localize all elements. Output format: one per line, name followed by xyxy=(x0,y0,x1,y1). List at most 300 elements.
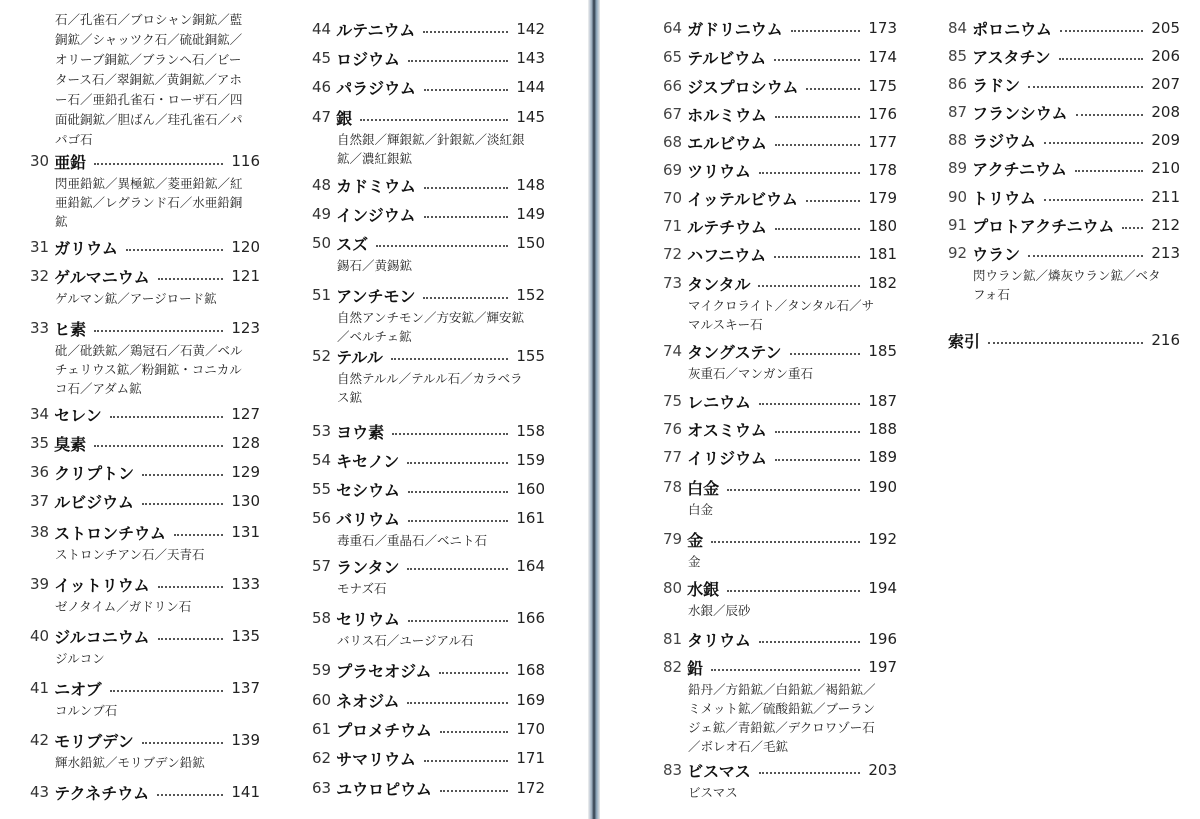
element-name: ジルコニウム xyxy=(54,627,150,647)
toc-entry[interactable] xyxy=(663,446,897,468)
continued-mineral-line: 面砒銅鉱／胆ばん／珪孔雀石／パ xyxy=(55,112,243,127)
atomic-number: 85 xyxy=(948,47,968,65)
mineral-line: ミメット鉱／硫酸鉛鉱／ブーラン xyxy=(688,701,876,716)
toc-entry-row xyxy=(948,101,1180,123)
page-number: 194 xyxy=(868,579,897,597)
mineral-line: ジルコン xyxy=(55,651,105,666)
element-name: トリウム xyxy=(972,188,1036,208)
toc-entry-row xyxy=(30,403,260,425)
element-name: テルビウム xyxy=(687,48,767,68)
toc-entry-row xyxy=(30,781,260,803)
toc-entry-row xyxy=(312,607,545,629)
mineral-list xyxy=(30,597,260,616)
toc-entry[interactable] xyxy=(312,478,545,500)
atomic-number: 68 xyxy=(663,133,683,151)
page-number: 135 xyxy=(231,627,260,645)
toc-entry-row xyxy=(663,159,897,181)
mineral-line: ゲルマン鉱／アージロード鉱 xyxy=(55,291,217,306)
leader-dots xyxy=(424,760,508,762)
page-number: 123 xyxy=(231,319,260,337)
page-number: 168 xyxy=(516,661,545,679)
page-number: 116 xyxy=(231,152,260,170)
element-name: イットリウム xyxy=(54,575,150,595)
atomic-number: 86 xyxy=(948,75,968,93)
leader-dots xyxy=(424,216,509,218)
toc-entry[interactable] xyxy=(663,17,897,39)
toc-entry[interactable] xyxy=(312,284,545,346)
toc-entry[interactable] xyxy=(663,340,897,383)
element-name: ネオジム xyxy=(336,691,400,711)
mineral-line: ／ベルチェ鉱 xyxy=(337,329,412,344)
leader-dots xyxy=(759,772,861,774)
toc-entry[interactable] xyxy=(312,777,545,799)
toc-entry[interactable] xyxy=(948,73,1180,95)
mineral-line: ジェ鉱／青鉛鉱／デクロワゾー石 xyxy=(688,720,875,735)
atomic-number: 71 xyxy=(663,217,683,235)
right-page xyxy=(600,0,1200,819)
toc-entry-row xyxy=(312,174,545,196)
toc-entry-row xyxy=(312,47,545,69)
atomic-number: 91 xyxy=(948,216,968,234)
atomic-number: 30 xyxy=(30,152,50,170)
toc-entry[interactable] xyxy=(312,345,545,407)
element-name: エルビウム xyxy=(687,133,767,153)
toc-entry-row xyxy=(30,625,260,647)
mineral-line: フォ石 xyxy=(973,287,1010,302)
atomic-number: 47 xyxy=(312,108,332,126)
atomic-number: 48 xyxy=(312,176,332,194)
element-name: イリジウム xyxy=(687,448,767,468)
toc-entry[interactable] xyxy=(312,232,545,275)
page-number: 182 xyxy=(868,274,897,292)
toc-entry[interactable] xyxy=(312,659,545,681)
toc-entry[interactable] xyxy=(663,159,897,181)
mineral-list xyxy=(30,701,260,720)
toc-entry[interactable] xyxy=(663,215,897,237)
page-number: 120 xyxy=(231,238,260,256)
mineral-line: ス鉱 xyxy=(337,390,363,405)
page-number: 173 xyxy=(868,19,897,37)
page-number: 152 xyxy=(516,286,545,304)
toc-entry[interactable] xyxy=(948,157,1180,179)
leader-dots xyxy=(711,541,860,543)
page-number: 178 xyxy=(868,161,897,179)
element-name: ジスプロシウム xyxy=(687,77,799,97)
toc-column-left-2 xyxy=(312,0,545,819)
page-number: 187 xyxy=(868,392,897,410)
toc-entry[interactable] xyxy=(30,490,260,512)
toc-entry[interactable] xyxy=(663,103,897,125)
atomic-number: 56 xyxy=(312,509,332,527)
leader-dots xyxy=(440,731,508,733)
toc-entry[interactable] xyxy=(663,75,897,97)
toc-entry[interactable] xyxy=(663,656,897,756)
toc-entry[interactable] xyxy=(663,759,897,802)
atomic-number: 54 xyxy=(312,451,332,469)
page-number: 185 xyxy=(868,342,897,360)
toc-entry-row xyxy=(312,555,545,577)
leader-dots xyxy=(376,245,508,247)
leader-dots xyxy=(790,353,861,355)
leader-dots xyxy=(439,672,508,674)
element-name: ゲルマニウム xyxy=(54,267,150,287)
element-name: 金 xyxy=(687,530,704,550)
page-number: 177 xyxy=(868,133,897,151)
toc-entry-row xyxy=(663,272,897,294)
atomic-number: 46 xyxy=(312,78,332,96)
leader-dots xyxy=(423,297,508,299)
element-name: 白金 xyxy=(687,478,720,498)
element-name: セシウム xyxy=(336,480,400,500)
toc-entry-row xyxy=(312,345,545,367)
leader-dots xyxy=(423,31,508,33)
leader-dots xyxy=(774,59,860,61)
page-number: 172 xyxy=(516,779,545,797)
element-name: 臭素 xyxy=(54,434,87,454)
leader-dots xyxy=(988,342,1143,344)
leader-dots xyxy=(126,249,223,251)
toc-entry-row xyxy=(663,628,897,650)
element-name: フランシウム xyxy=(972,103,1068,123)
toc-entry[interactable] xyxy=(663,131,897,153)
element-name: ストロンチウム xyxy=(54,523,166,543)
mineral-line: 金 xyxy=(688,554,701,569)
toc-entry[interactable] xyxy=(663,187,897,209)
toc-entry[interactable] xyxy=(948,186,1180,208)
atomic-number: 38 xyxy=(30,523,50,541)
toc-entry[interactable] xyxy=(312,18,545,40)
leader-dots xyxy=(110,416,224,418)
toc-entry[interactable] xyxy=(312,607,545,650)
mineral-list xyxy=(663,601,897,620)
page-number: 203 xyxy=(868,761,897,779)
toc-entry[interactable] xyxy=(30,265,260,308)
toc-entry-row xyxy=(948,186,1180,208)
toc-entry[interactable] xyxy=(948,329,1180,351)
atomic-number: 65 xyxy=(663,48,683,66)
toc-entry[interactable] xyxy=(312,718,545,740)
page-number: 148 xyxy=(516,176,545,194)
leader-dots xyxy=(391,358,508,360)
toc-entry-row xyxy=(663,75,897,97)
toc-entry-row xyxy=(312,203,545,225)
toc-entry[interactable] xyxy=(30,677,260,720)
toc-entry[interactable] xyxy=(30,432,260,454)
mineral-list xyxy=(663,296,897,334)
leader-dots xyxy=(775,431,861,433)
toc-entry[interactable] xyxy=(948,17,1180,39)
leader-dots xyxy=(142,503,223,505)
atomic-number: 37 xyxy=(30,492,50,510)
atomic-number: 31 xyxy=(30,238,50,256)
toc-entry-row xyxy=(948,73,1180,95)
toc-entry-row xyxy=(312,76,545,98)
element-name: セレン xyxy=(54,405,102,425)
page-number: 207 xyxy=(1151,75,1180,93)
leader-dots xyxy=(94,163,223,165)
element-name: 鉛 xyxy=(687,658,704,678)
element-name: キセノン xyxy=(336,451,400,471)
toc-entry-row xyxy=(948,329,1180,351)
toc-entry[interactable] xyxy=(948,101,1180,123)
toc-entry-row xyxy=(30,317,260,339)
leader-dots xyxy=(1122,227,1143,229)
element-name: インジウム xyxy=(336,205,416,225)
toc-entry[interactable] xyxy=(312,449,545,471)
atomic-number: 43 xyxy=(30,783,50,801)
toc-entry[interactable] xyxy=(663,418,897,440)
element-name: レニウム xyxy=(687,392,751,412)
mineral-list xyxy=(312,631,545,650)
toc-entry-row xyxy=(30,729,260,751)
element-name: アンチモン xyxy=(336,286,416,306)
leader-dots xyxy=(424,187,508,189)
atomic-number: 87 xyxy=(948,103,968,121)
toc-entry-row xyxy=(30,521,260,543)
mineral-list xyxy=(663,783,897,802)
toc-entry[interactable] xyxy=(312,555,545,598)
leader-dots xyxy=(759,172,860,174)
toc-entry-row xyxy=(663,103,897,125)
toc-entry[interactable] xyxy=(30,625,260,668)
leader-dots xyxy=(806,200,861,202)
toc-entry[interactable] xyxy=(30,521,260,564)
toc-entry-row xyxy=(30,573,260,595)
mineral-line: モナズ石 xyxy=(337,581,387,596)
toc-entry[interactable] xyxy=(30,729,260,772)
atomic-number: 61 xyxy=(312,720,332,738)
page-number: 213 xyxy=(1151,244,1180,262)
continued-mineral-line: 銅鉱／シャッツク石／硫砒銅鉱／ xyxy=(55,32,243,47)
atomic-number: 34 xyxy=(30,405,50,423)
element-name: イッテルビウム xyxy=(687,189,798,209)
atomic-number: 59 xyxy=(312,661,332,679)
toc-entry[interactable] xyxy=(663,628,897,650)
atomic-number: 80 xyxy=(663,579,683,597)
atomic-number: 44 xyxy=(312,20,332,38)
leader-dots xyxy=(775,116,860,118)
atomic-number: 50 xyxy=(312,234,332,252)
toc-entry[interactable] xyxy=(663,577,897,620)
mineral-list xyxy=(312,531,545,550)
toc-entry-row xyxy=(948,157,1180,179)
atomic-number: 72 xyxy=(663,245,683,263)
mineral-line: マルスキー石 xyxy=(688,317,763,332)
element-name: ガリウム xyxy=(54,238,118,258)
leader-dots xyxy=(360,119,508,121)
mineral-list xyxy=(312,130,545,168)
toc-entry[interactable] xyxy=(30,317,260,398)
mineral-line: コ石／アダム鉱 xyxy=(55,381,142,396)
page-number: 137 xyxy=(231,679,260,697)
leader-dots xyxy=(759,641,860,643)
toc-entry[interactable] xyxy=(663,390,897,412)
left-page xyxy=(0,0,588,819)
toc-entry-row xyxy=(312,659,545,681)
leader-dots xyxy=(174,534,223,536)
leader-dots xyxy=(408,60,508,62)
element-name: ヨウ素 xyxy=(336,422,385,442)
toc-entry-row xyxy=(663,187,897,209)
toc-entry[interactable] xyxy=(312,203,545,225)
page-number: 139 xyxy=(231,731,260,749)
toc-entry[interactable] xyxy=(312,689,545,711)
leader-dots xyxy=(1060,30,1143,32)
leader-dots xyxy=(759,403,860,405)
toc-entry[interactable] xyxy=(312,106,545,168)
element-name: ニオブ xyxy=(54,679,102,699)
atomic-number: 58 xyxy=(312,609,332,627)
atomic-number: 39 xyxy=(30,575,50,593)
mineral-list xyxy=(30,649,260,668)
page-number: 133 xyxy=(231,575,260,593)
leader-dots xyxy=(440,790,508,792)
page-number: 141 xyxy=(231,783,260,801)
toc-entry-row xyxy=(312,232,545,254)
page-number: 180 xyxy=(868,217,897,235)
toc-entry[interactable] xyxy=(30,781,260,803)
atomic-number: 90 xyxy=(948,188,968,206)
toc-entry-row xyxy=(663,243,897,265)
element-name: セリウム xyxy=(336,609,400,629)
toc-entry-row xyxy=(663,476,897,498)
leader-dots xyxy=(407,702,508,704)
atomic-number: 60 xyxy=(312,691,332,709)
toc-entry-row xyxy=(30,677,260,699)
mineral-line: マイクロライト／タンタル石／サ xyxy=(688,298,875,313)
leader-dots xyxy=(142,474,223,476)
mineral-line: 閃亜鉛鉱／異極鉱／菱亜鉛鉱／紅 xyxy=(55,176,243,191)
atomic-number: 74 xyxy=(663,342,683,360)
page-number: 188 xyxy=(868,420,897,438)
toc-entry-row xyxy=(663,446,897,468)
atomic-number: 57 xyxy=(312,557,332,575)
mineral-line: ビスマス xyxy=(688,785,738,800)
page-number: 176 xyxy=(868,105,897,123)
toc-entry-row xyxy=(948,17,1180,39)
atomic-number: 69 xyxy=(663,161,683,179)
leader-dots xyxy=(1044,199,1143,201)
element-name: プロメチウム xyxy=(336,720,432,740)
toc-entry[interactable] xyxy=(30,461,260,483)
toc-entry[interactable] xyxy=(663,476,897,519)
atomic-number: 51 xyxy=(312,286,332,304)
mineral-line: コルンブ石 xyxy=(55,703,118,718)
toc-entry[interactable] xyxy=(312,47,545,69)
leader-dots xyxy=(408,620,508,622)
toc-entry-row xyxy=(30,236,260,258)
toc-entry[interactable] xyxy=(312,507,545,550)
mineral-line: 亜鉛鉱／レグランド石／水亜鉛銅 xyxy=(55,195,243,210)
toc-entry-row xyxy=(663,418,897,440)
toc-entry-row xyxy=(663,656,897,678)
element-name: カドミウム xyxy=(336,176,416,196)
toc-entry[interactable] xyxy=(30,573,260,616)
atomic-number: 33 xyxy=(30,319,50,337)
page-number: 144 xyxy=(516,78,545,96)
page-number: 169 xyxy=(516,691,545,709)
toc-entry[interactable] xyxy=(948,45,1180,67)
toc-entry[interactable] xyxy=(948,129,1180,151)
mineral-list xyxy=(948,266,1180,304)
leader-dots xyxy=(791,30,861,32)
page-number: 129 xyxy=(231,463,260,481)
mineral-line: 鉱／濃紅銀鉱 xyxy=(337,151,413,166)
mineral-line: 白金 xyxy=(688,502,714,517)
leader-dots xyxy=(758,285,860,287)
page-number: 160 xyxy=(516,480,545,498)
toc-entry[interactable] xyxy=(30,236,260,258)
toc-entry-row xyxy=(663,577,897,599)
element-name: アクチニウム xyxy=(972,159,1067,179)
toc-entry[interactable] xyxy=(312,76,545,98)
page-number: 189 xyxy=(868,448,897,466)
toc-entry[interactable] xyxy=(948,214,1180,236)
toc-entry[interactable] xyxy=(30,150,260,231)
page-number: 174 xyxy=(868,48,897,66)
toc-entry[interactable] xyxy=(312,420,545,442)
toc-entry-row xyxy=(30,490,260,512)
toc-entry[interactable] xyxy=(663,243,897,265)
leader-dots xyxy=(157,794,223,796)
atomic-number: 55 xyxy=(312,480,332,498)
element-name: ガドリニウム xyxy=(687,19,783,39)
toc-entry[interactable] xyxy=(30,403,260,425)
toc-entry[interactable] xyxy=(312,747,545,769)
page-number: 171 xyxy=(516,749,545,767)
toc-entry-row xyxy=(948,242,1180,264)
atomic-number: 64 xyxy=(663,19,683,37)
element-name: サマリウム xyxy=(336,749,416,769)
toc-entry[interactable] xyxy=(663,528,897,571)
toc-entry-row xyxy=(663,390,897,412)
toc-entry[interactable] xyxy=(663,272,897,334)
leader-dots xyxy=(727,590,860,592)
toc-entry-row xyxy=(663,131,897,153)
toc-entry[interactable] xyxy=(312,174,545,196)
page-number: 212 xyxy=(1151,216,1180,234)
toc-entry[interactable] xyxy=(948,242,1180,304)
book-gutter xyxy=(588,0,600,819)
page-number: 143 xyxy=(516,49,545,67)
toc-entry-row xyxy=(312,777,545,799)
toc-entry[interactable] xyxy=(663,46,897,68)
page-number: 197 xyxy=(868,658,897,676)
mineral-line: ストロンチアン石／天青石 xyxy=(55,547,205,562)
atomic-number: 88 xyxy=(948,131,968,149)
mineral-line: 閃ウラン鉱／燐灰ウラン鉱／ベタ xyxy=(973,268,1161,283)
toc-entry-row xyxy=(663,17,897,39)
page-number: 192 xyxy=(868,530,897,548)
mineral-list xyxy=(30,289,260,308)
toc-entry-row xyxy=(663,528,897,550)
atomic-number: 62 xyxy=(312,749,332,767)
element-name: モリブデン xyxy=(54,731,134,751)
leader-dots xyxy=(727,489,860,491)
atomic-number: 66 xyxy=(663,77,683,95)
element-name: プロトアクチニウム xyxy=(972,216,1115,236)
mineral-line: バリス石／ユージアル石 xyxy=(337,633,474,648)
element-name: ユウロピウム xyxy=(336,779,432,799)
leader-dots xyxy=(142,742,224,744)
element-name: ランタン xyxy=(336,557,400,577)
element-name: オスミウム xyxy=(687,420,767,440)
mineral-line: 自然テルル／テルル石／カラベラ xyxy=(337,371,523,386)
mineral-line: 鉱 xyxy=(55,214,68,229)
element-name: テクネチウム xyxy=(54,783,150,803)
mineral-line: チェリウス鉱／粉銅鉱・コニカル xyxy=(55,362,242,377)
atomic-number: 81 xyxy=(663,630,683,648)
